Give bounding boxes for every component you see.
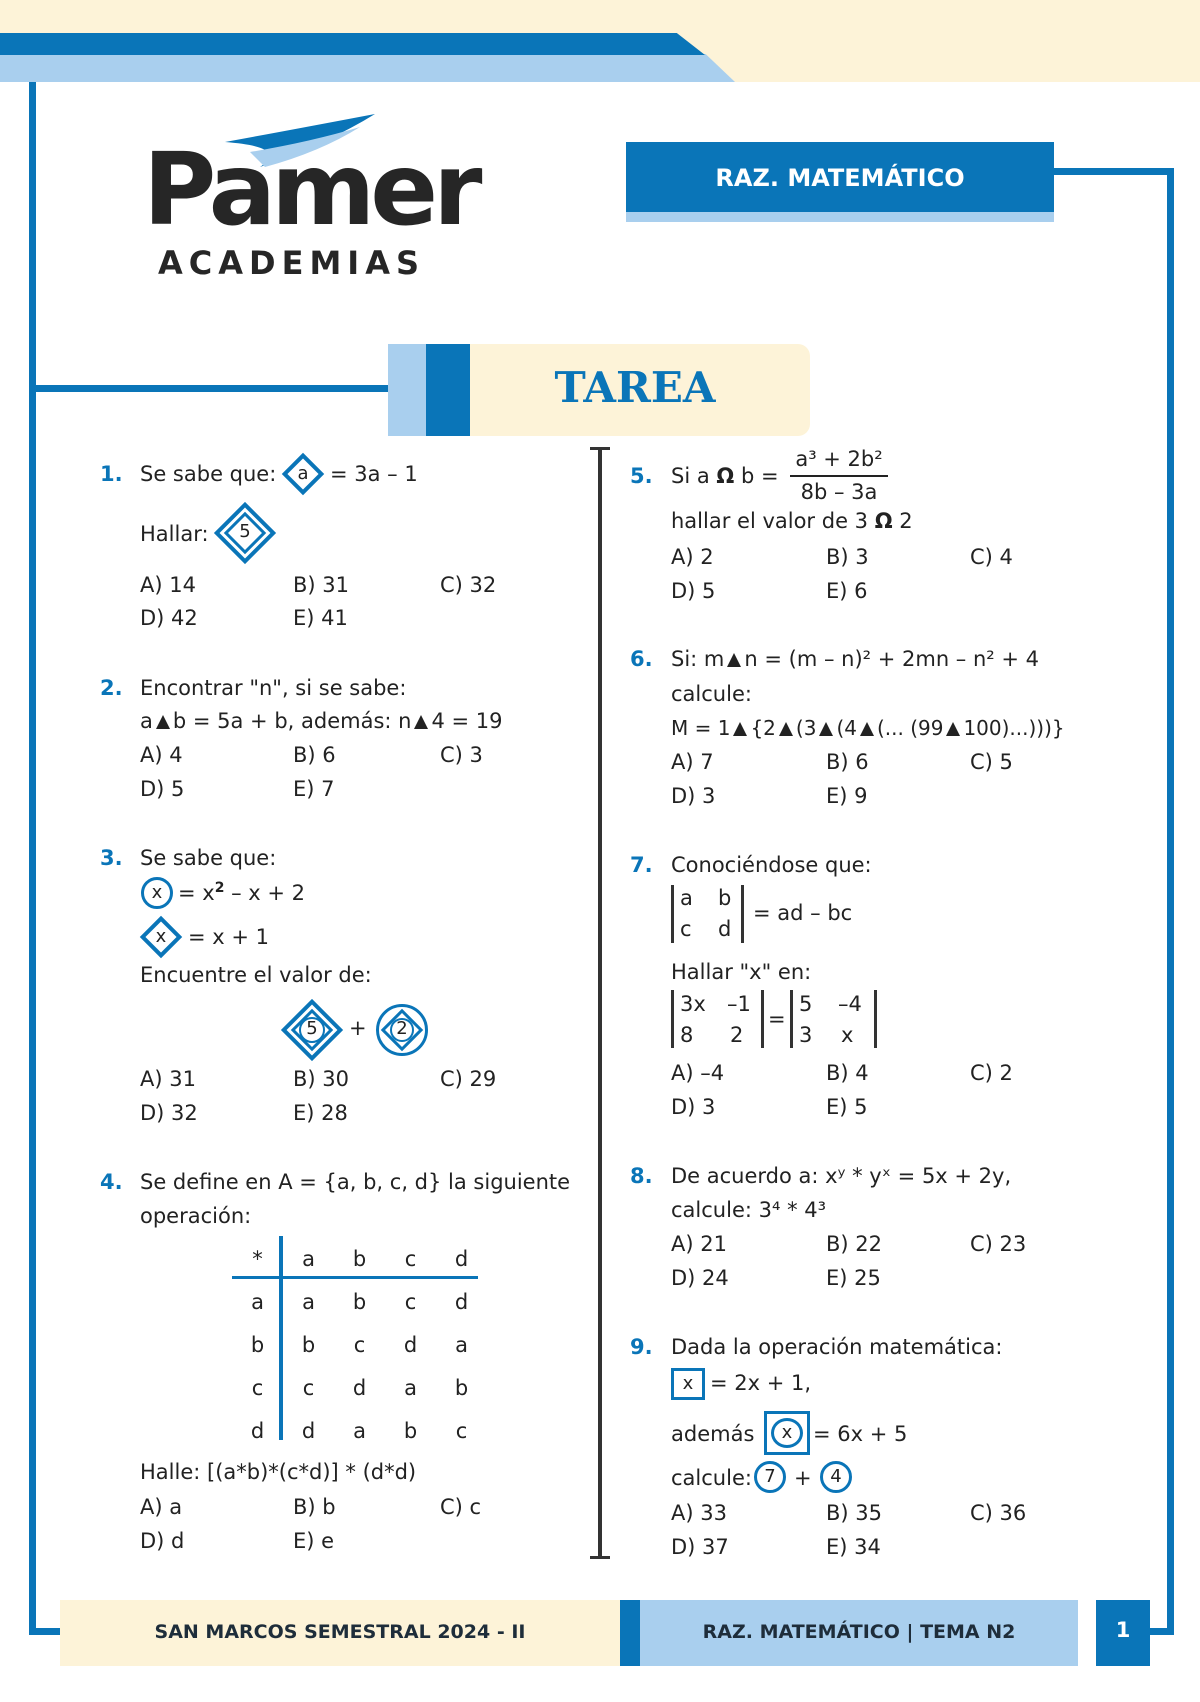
q2-part-a: a — [140, 709, 153, 733]
q7-option-d: D) 3 — [671, 1095, 716, 1119]
q3-number: 3. — [100, 846, 123, 870]
q7-d1-right — [761, 990, 764, 1048]
triangle-icon — [733, 722, 747, 736]
q9-calc: calcule: — [671, 1466, 752, 1490]
q9-text: Dada la operación matemática: — [671, 1335, 1003, 1359]
q4-option-d: D) d — [140, 1529, 185, 1553]
q7-d1-12: –1 — [727, 992, 751, 1016]
q4-table-hline — [232, 1276, 478, 1279]
q3-eq1-exp: 2 — [214, 880, 225, 896]
q6-calc: calcule: — [671, 682, 752, 706]
q7-d2-left — [790, 990, 793, 1048]
q4-table-cell: a — [353, 1418, 366, 1443]
q1-diamond-value: 5 — [239, 521, 251, 542]
q2-option-b: B) 6 — [293, 743, 336, 767]
q2-text: Encontrar "n", si se sabe: — [140, 676, 407, 700]
q8-option-a: A) 21 — [671, 1232, 727, 1256]
q2-line2 — [140, 709, 502, 733]
q9-eq2: = 6x + 5 — [813, 1422, 908, 1446]
triangle-icon — [860, 722, 874, 736]
footer-divider — [620, 1600, 640, 1666]
q4-halle: Halle: [(a*b)*(c*d)] * (d*d) — [140, 1460, 417, 1484]
omega-icon: Ω — [716, 464, 735, 488]
q4-table-cell: b — [403, 1418, 418, 1443]
q7-d2-21: 3 — [799, 1023, 813, 1047]
q1-diamond-var: a — [297, 463, 309, 484]
q5-fraction-bar — [790, 475, 888, 477]
q7-option-a: A) –4 — [671, 1061, 725, 1085]
section-title: TAREA — [554, 363, 716, 412]
q5-lhs-b: b = — [740, 464, 779, 488]
q4-table-cell: a — [455, 1332, 468, 1357]
q4-operation-table — [232, 1237, 487, 1452]
q4-option-c: C) c — [440, 1495, 482, 1519]
q4-table-row — [232, 1366, 487, 1409]
q1-option-c: C) 32 — [440, 573, 497, 597]
q6-m3: (3 — [795, 716, 817, 740]
q5-number: 5. — [630, 464, 653, 488]
q2-part-b: b = 5a + b, además: n — [172, 709, 412, 733]
q5-option-d: D) 5 — [671, 579, 716, 603]
q7-det-left — [671, 885, 674, 943]
q7-equals: = — [768, 1007, 786, 1031]
q6-option-b: B) 6 — [826, 750, 869, 774]
q5-numerator: a³ + 2b² — [795, 447, 883, 471]
q4-option-a: A) a — [140, 1495, 183, 1519]
q7-d2-right — [874, 990, 877, 1048]
q1-option-d: D) 42 — [140, 606, 198, 630]
q4-table-cell: a — [302, 1246, 315, 1271]
q5-option-b: B) 3 — [826, 545, 869, 569]
q9-plus: + — [794, 1466, 812, 1490]
triangle-icon — [946, 722, 960, 736]
triangle-icon — [414, 715, 428, 729]
q5-option-a: A) 2 — [671, 545, 714, 569]
q7-det-a: a — [680, 886, 693, 910]
q5-option-e: E) 6 — [826, 579, 868, 603]
q7-det-d: d — [718, 917, 732, 941]
divider-cap-top — [590, 447, 610, 450]
q5-option-c: C) 4 — [970, 545, 1013, 569]
frame-mid-line — [29, 385, 394, 392]
q3-eq1-rest: – x + 2 — [224, 881, 306, 905]
q9-circle-4: 4 — [820, 1461, 852, 1493]
q4-table-cell: c — [251, 1375, 264, 1400]
top-light-band — [0, 54, 735, 82]
q8-number: 8. — [630, 1164, 653, 1188]
q6-line1 — [671, 647, 1039, 671]
q7-det-c: c — [680, 917, 692, 941]
q9-option-d: D) 37 — [671, 1535, 729, 1559]
q6-m-expr — [671, 716, 1065, 740]
q4-table-row — [232, 1409, 487, 1452]
logo-main: Pamer — [143, 131, 478, 248]
q9-option-a: A) 33 — [671, 1501, 727, 1525]
q3-circle-inner-2: 2 — [390, 1018, 414, 1042]
q4-table-cell: c — [404, 1289, 417, 1314]
q7-det-rhs: = ad – bc — [753, 901, 853, 925]
footer-left-text: SAN MARCOS SEMESTRAL 2024 - II — [154, 1621, 526, 1643]
q4-option-b: B) b — [293, 1495, 336, 1519]
q4-table-cell: a — [302, 1289, 315, 1314]
triangle-icon — [819, 722, 833, 736]
q8-option-c: C) 23 — [970, 1232, 1027, 1256]
q9-circle-7: 7 — [754, 1461, 786, 1493]
q4-table-row — [232, 1237, 487, 1280]
q7-d1-11: 3x — [680, 992, 706, 1016]
q4-number: 4. — [100, 1170, 123, 1194]
q9-eq1: = 2x + 1, — [710, 1371, 812, 1395]
q3-option-b: B) 30 — [293, 1067, 349, 1091]
q6-option-a: A) 7 — [671, 750, 714, 774]
divider-cap-bottom — [590, 1556, 610, 1559]
q4-table-vline — [279, 1236, 283, 1440]
q9-circle-in-square-x: x — [771, 1418, 803, 1448]
q2-part-c: 4 = 19 — [431, 709, 503, 733]
q4-option-e: E) e — [293, 1529, 335, 1553]
q4-table-row — [232, 1323, 487, 1366]
frame-left-line — [29, 82, 36, 1635]
q7-d2-22: x — [841, 1023, 854, 1047]
q2-option-a: A) 4 — [140, 743, 183, 767]
q3-option-a: A) 31 — [140, 1067, 196, 1091]
q4-text2: operación: — [140, 1204, 252, 1228]
q5-hallar-2: 2 — [899, 509, 913, 533]
q8-option-d: D) 24 — [671, 1266, 729, 1290]
q4-table-cell: d — [454, 1246, 469, 1271]
q4-table-cell: d — [454, 1289, 469, 1314]
q2-option-d: D) 5 — [140, 777, 185, 801]
q3-option-c: C) 29 — [440, 1067, 497, 1091]
frame-right-bottom — [1150, 1628, 1174, 1635]
q7-option-b: B) 4 — [826, 1061, 869, 1085]
q7-d1-21: 8 — [680, 1023, 694, 1047]
q2-option-e: E) 7 — [293, 777, 335, 801]
q6-option-c: C) 5 — [970, 750, 1013, 774]
q1-text: Se sabe que: — [140, 462, 277, 486]
page-number: 1 — [1115, 1618, 1131, 1642]
q4-table-row — [232, 1280, 487, 1323]
q7-hallar: Hallar "x" en: — [671, 960, 812, 984]
q3-eq1-lhs: = x — [178, 881, 215, 905]
q4-table-cell: c — [302, 1375, 315, 1400]
q4-table-cell: b — [250, 1332, 265, 1357]
omega-icon: Ω — [874, 509, 893, 533]
q7-d2-12: –4 — [838, 992, 862, 1016]
q6-m2: {2 — [750, 716, 776, 740]
q3-text: Se sabe que: — [140, 846, 277, 870]
q9-ademas: además — [671, 1422, 755, 1446]
q4-table-cell: b — [352, 1289, 367, 1314]
q6-m5: (... (99 — [876, 716, 944, 740]
q4-table-cell: d — [250, 1418, 265, 1443]
q6-m1: M = 1 — [671, 716, 731, 740]
q6-number: 6. — [630, 647, 653, 671]
q7-number: 7. — [630, 853, 653, 877]
q5-hallar — [671, 509, 913, 533]
q4-table-cell: d — [403, 1332, 418, 1357]
q4-table-cell: b — [352, 1246, 367, 1271]
logo-sub: ACADEMIAS — [158, 244, 425, 282]
q9-square-x: x — [671, 1368, 705, 1400]
q1-rhs: = 3a – 1 — [330, 462, 418, 486]
triangle-icon — [727, 653, 741, 667]
q4-table-cell: b — [454, 1375, 469, 1400]
q4-text: Se define en A = {a, b, c, d} la siguiente — [140, 1170, 571, 1194]
tarea-blue — [426, 344, 470, 436]
q7-d2-11: 5 — [799, 992, 813, 1016]
q9-option-e: E) 34 — [826, 1535, 881, 1559]
q3-option-e: E) 28 — [293, 1101, 348, 1125]
q5-denominator: 8b – 3a — [800, 480, 878, 504]
q9-option-c: C) 36 — [970, 1501, 1027, 1525]
column-divider — [598, 448, 602, 1558]
q9-number: 9. — [630, 1335, 653, 1359]
triangle-icon — [156, 715, 170, 729]
q3-diamond-x: x — [155, 926, 167, 947]
q5-hallar-text: hallar el valor de 3 — [671, 509, 869, 533]
q4-table-cell: d — [301, 1418, 316, 1443]
frame-right-line — [1167, 168, 1174, 1635]
q3-plus: + — [349, 1016, 367, 1040]
q6-option-d: D) 3 — [671, 784, 716, 808]
q7-det-b: b — [718, 886, 732, 910]
triangle-icon — [779, 722, 793, 736]
q1-option-e: E) 41 — [293, 606, 348, 630]
q4-table-cell: b — [301, 1332, 316, 1357]
q6-l1b: n = (m – n)² + 2mn – n² + 4 — [744, 647, 1040, 671]
q3-circle-x: x — [141, 877, 173, 909]
q6-m6: 100)...)))} — [963, 716, 1065, 740]
q3-option-d: D) 32 — [140, 1101, 198, 1125]
q7-option-c: C) 2 — [970, 1061, 1013, 1085]
q4-table-cell: d — [352, 1375, 367, 1400]
q7-text: Conociéndose que: — [671, 853, 872, 877]
q4-table-cell: * — [252, 1246, 263, 1271]
q4-table-cell: c — [404, 1246, 417, 1271]
q7-d1-left — [671, 990, 674, 1048]
q6-m4: (4 — [836, 716, 857, 740]
footer-right-text: RAZ. MATEMÁTICO | TEMA N2 — [702, 1621, 1016, 1643]
q7-det-right — [741, 885, 744, 943]
q1-hallar: Hallar: — [140, 522, 209, 546]
q3-encuentre: Encuentre el valor de: — [140, 963, 372, 987]
top-blue-band — [0, 33, 705, 55]
q1-number: 1. — [100, 462, 123, 486]
q8-text: De acuerdo a: xʸ * yˣ = 5x + 2y, — [671, 1164, 1012, 1188]
frame-right-top — [1050, 168, 1174, 175]
q6-l1a: Si: m — [671, 647, 725, 671]
q9-option-b: B) 35 — [826, 1501, 882, 1525]
q4-table-cell: a — [404, 1375, 417, 1400]
q4-table-cell: c — [353, 1332, 366, 1357]
q3-eq1 — [178, 880, 305, 905]
q4-table-cell: a — [251, 1289, 264, 1314]
q8-option-e: E) 25 — [826, 1266, 881, 1290]
q2-option-c: C) 3 — [440, 743, 483, 767]
q6-option-e: E) 9 — [826, 784, 868, 808]
q3-eq2: = x + 1 — [188, 925, 270, 949]
q7-option-e: E) 5 — [826, 1095, 868, 1119]
q2-number: 2. — [100, 676, 123, 700]
q8-option-b: B) 22 — [826, 1232, 882, 1256]
q3-circle-in-diamond-5: 5 — [299, 1017, 325, 1043]
q1-option-b: B) 31 — [293, 573, 349, 597]
q8-calc: calcule: 3⁴ * 4³ — [671, 1198, 827, 1222]
q5-lhs — [671, 464, 779, 488]
subject-title: RAZ. MATEMÁTICO — [715, 164, 965, 192]
q7-d1-22: 2 — [730, 1023, 744, 1047]
q5-lhs-a: Si a — [671, 464, 710, 488]
q4-table-cell: c — [455, 1418, 468, 1443]
q1-option-a: A) 14 — [140, 573, 196, 597]
